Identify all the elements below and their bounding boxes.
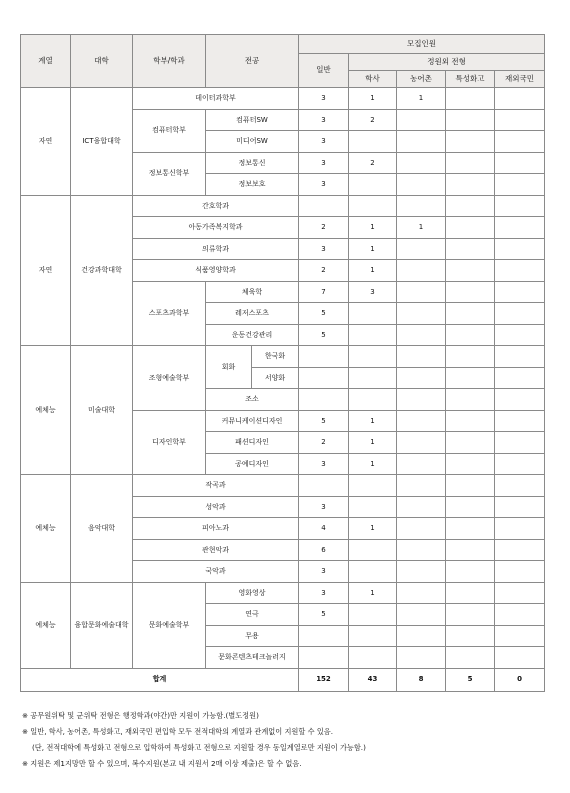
total-special-hs: 5 — [446, 668, 495, 691]
major-cell: 데이터과학부 — [133, 88, 299, 110]
col-special: 정원외 전형 — [349, 54, 545, 71]
major-cell: 의류학과 — [133, 238, 299, 260]
table-row: 피아노과 4 1 — [21, 518, 545, 540]
college-cell: 미술대학 — [71, 346, 133, 475]
table-row: 운동건강관리 5 — [21, 324, 545, 346]
major-cell: 문화콘텐츠테크놀러지 — [206, 647, 299, 669]
division-cell: 컴퓨터학부 — [133, 109, 206, 152]
table-row — [21, 195, 545, 217]
col-general: 일반 — [299, 54, 349, 88]
table-row: 아동가족복지학과 2 1 1 — [21, 217, 545, 239]
major-cell: 정보보호 — [206, 174, 299, 196]
major-cell: 레저스포츠 — [206, 303, 299, 325]
major-cell: 간호학과 — [133, 195, 299, 217]
major-cell: 정보통신 — [206, 152, 299, 174]
table-row: 패션디자인 2 1 — [21, 432, 545, 454]
major-cell: 공예디자인 — [206, 453, 299, 475]
division-cell: 문화예술학부 — [133, 582, 206, 668]
table-row: 레저스포츠 5 — [21, 303, 545, 325]
major-cell: 무용 — [206, 625, 299, 647]
note-item: (단, 전적대학에 특성화고 전형으로 입학하여 특성화고 전형으로 지원할 경우 동일계열로만 지원이 가능함.) — [32, 743, 366, 752]
total-row — [21, 668, 545, 691]
total-farm: 8 — [397, 668, 446, 691]
col-farm: 농어촌 — [397, 71, 446, 88]
table-row: 성악과 3 — [21, 496, 545, 518]
major-cell: 서양화 — [252, 367, 299, 389]
college-cell: 건강과학대학 — [71, 195, 133, 346]
table-row: 연극 5 — [21, 604, 545, 626]
field-cell: 예체능 — [21, 582, 71, 668]
major-cell: 연극 — [206, 604, 299, 626]
major-cell: 국악과 — [133, 561, 299, 583]
table-row: 정보통신학부 정보통신 3 2 — [21, 152, 545, 174]
col-overseas: 재외국민 — [495, 71, 545, 88]
table-row: 정보보호 3 — [21, 174, 545, 196]
major-cell: 조소 — [206, 389, 299, 411]
table-row — [21, 346, 545, 368]
col-major: 전공 — [206, 35, 299, 88]
subdivision-cell: 회화 — [206, 346, 252, 389]
table-row: 미디어SW 3 — [21, 131, 545, 153]
division-cell: 스포츠과학부 — [133, 281, 206, 346]
major-cell: 작곡과 — [133, 475, 299, 497]
field-cell: 자연 — [21, 88, 71, 196]
table-row: 스포츠과학부 체육학 7 3 — [21, 281, 545, 303]
total-general: 152 — [299, 668, 349, 691]
major-cell: 관현악과 — [133, 539, 299, 561]
table-row — [21, 475, 545, 497]
table-row: 예체능 융합문화예술대학 문화예술학부 영화영상 3 1 — [21, 582, 545, 604]
col-division: 학부/학과 — [133, 35, 206, 88]
field-cell: 자연 — [21, 195, 71, 346]
col-recruit: 모집인원 — [299, 35, 545, 54]
major-cell: 영화영상 — [206, 582, 299, 604]
col-bachelor: 학사 — [349, 71, 397, 88]
table-row: 국악과 3 — [21, 561, 545, 583]
total-overseas: 0 — [495, 668, 545, 691]
table-row: 컴퓨터학부 컴퓨터SW 3 2 — [21, 109, 545, 131]
division-cell: 정보통신학부 — [133, 152, 206, 195]
major-cell: 체육학 — [206, 281, 299, 303]
field-cell: 예체능 — [21, 346, 71, 475]
major-cell: 패션디자인 — [206, 432, 299, 454]
division-cell: 디자인학부 — [133, 410, 206, 475]
col-special-hs: 특성화고 — [446, 71, 495, 88]
major-cell: 운동건강관리 — [206, 324, 299, 346]
major-cell: 성악과 — [133, 496, 299, 518]
college-cell: 음악대학 — [71, 475, 133, 583]
admission-quota-table — [20, 34, 545, 692]
major-cell: 커뮤니케이션디자인 — [206, 410, 299, 432]
major-cell: 미디어SW — [206, 131, 299, 153]
table-row: 공예디자인 3 1 — [21, 453, 545, 475]
total-label: 합계 — [21, 668, 299, 691]
note-item: ※ 지원은 제1지망만 할 수 있으며, 복수지원(본교 내 지원서 2매 이상 제출)은 할 수 없음. — [22, 759, 302, 768]
col-field: 계열 — [21, 35, 71, 88]
major-cell: 피아노과 — [133, 518, 299, 540]
table-row: 자연 ICT융합대학 데이터과학부 3 1 1 — [21, 88, 545, 110]
table-row: 의류학과 3 1 — [21, 238, 545, 260]
note-item: ※ 일반, 학사, 농어촌, 특성화고, 재외국민 편입학 모두 전적대학의 계열과 관계없이 지원할 수 있음. — [22, 727, 333, 736]
col-college: 대학 — [71, 35, 133, 88]
field-cell: 예체능 — [21, 475, 71, 583]
division-cell: 조형예술학부 — [133, 346, 206, 411]
major-cell: 한국화 — [252, 346, 299, 368]
notes — [22, 708, 552, 772]
table-row: 관현악과 6 — [21, 539, 545, 561]
table-row: 디자인학부 커뮤니케이션디자인 5 1 — [21, 410, 545, 432]
total-bachelor: 43 — [349, 668, 397, 691]
college-cell: 융합문화예술대학 — [71, 582, 133, 668]
college-cell: ICT융합대학 — [71, 88, 133, 196]
table-row: 식품영양학과 2 1 — [21, 260, 545, 282]
major-cell: 식품영양학과 — [133, 260, 299, 282]
major-cell: 컴퓨터SW — [206, 109, 299, 131]
note-item: ※ 공무원위탁 및 군위탁 전형은 행정학과(야간)만 지원이 가능함.(별도정원) — [22, 711, 259, 720]
major-cell: 아동가족복지학과 — [133, 217, 299, 239]
